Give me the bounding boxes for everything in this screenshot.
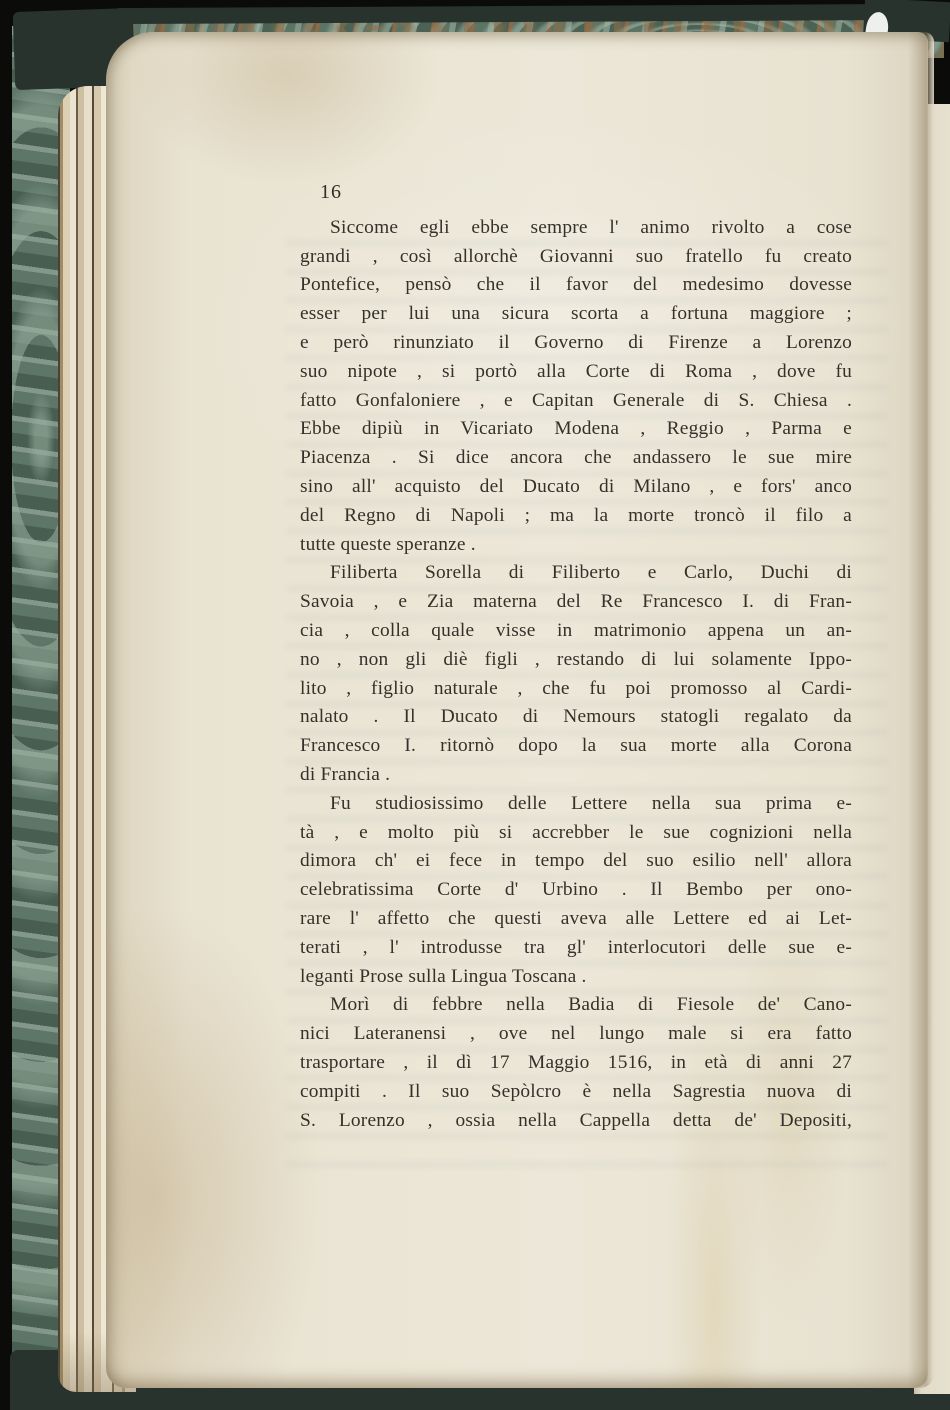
text-line: Francesco I. ritornò dopo la sua morte alla Corona xyxy=(300,735,852,757)
paragraph xyxy=(300,214,852,560)
text-line: trasportare , il dì 17 Maggio 1516, in età di anni 27 xyxy=(300,1051,852,1073)
text-line: Piacenza . Si dice ancora che andassero le sue mire xyxy=(300,447,852,469)
text-line: grandi , così allorchè Giovanni suo fratello fu creato xyxy=(300,245,852,267)
text-line: no , non gli diè figli , restando di lui solamente Ippo- xyxy=(300,648,852,670)
gutter-fold-shadow xyxy=(908,32,934,1388)
text-line: del Regno di Napoli ; ma la morte troncò il filo a xyxy=(300,504,852,526)
text-line: Savoia , e Zia materna del Re Francesco I. di Fran- xyxy=(300,591,852,613)
text-line: S. Lorenzo , ossia nella Cappella detta de' Depositi, xyxy=(300,1109,852,1131)
text-line: nalato . Il Ducato di Nemours statogli regalato da xyxy=(300,706,852,728)
text-line: cia , colla quale visse in matrimonio appena un an- xyxy=(300,619,852,641)
text-line: tà , e molto più si accrebber le sue cognizioni nella xyxy=(300,821,852,843)
text-line: esser per lui una sicura scorta a fortuna maggiore ; xyxy=(300,303,852,325)
text-line: dimora ch' ei fece in tempo del suo esilio nell' allora xyxy=(300,850,852,872)
text-line: Morì di febbre nella Badia di Fiesole de' Cano- xyxy=(330,994,852,1016)
text-line: fatto Gonfaloniere , e Capitan Generale di S. Chiesa . xyxy=(300,389,852,411)
paragraph xyxy=(300,790,852,992)
page-number: 16 xyxy=(320,181,342,203)
paragraph xyxy=(300,559,852,789)
text-line: leganti Prose sulla Lingua Toscana . xyxy=(300,965,587,987)
text-line: Fu studiosissimo delle Lettere nella sua prima e- xyxy=(330,792,852,814)
text-line: lito , figlio naturale , che fu poi promosso al Cardi- xyxy=(300,677,852,699)
text-line: sino all' acquisto del Ducato di Milano , e fors' anco xyxy=(300,475,852,497)
paragraph xyxy=(300,991,852,1135)
text-line: tutte queste speranze . xyxy=(300,533,476,555)
text-block xyxy=(300,178,852,1135)
text-line: rare l' affetto che questi aveva alle Lettere ed ai Let- xyxy=(300,907,852,929)
text-line: nici Lateranensi , ove nel lungo male si era fatto xyxy=(300,1023,852,1045)
text-line: suo nipote , si portò alla Corte di Roma , dove fu xyxy=(300,360,852,382)
text-line: Siccome egli ebbe sempre l' animo rivolto a cose xyxy=(330,216,852,238)
text-line: e però rinunziato il Governo di Firenze a Lorenzo xyxy=(300,331,852,353)
paragraphs-container xyxy=(300,214,852,1136)
text-line: Filiberta Sorella di Filiberto e Carlo, Duchi di xyxy=(330,562,852,584)
text-line: Ebbe dipiù in Vicariato Modena , Reggio , Parma e xyxy=(300,418,852,440)
text-line: terati , l' introdusse tra gl' interlocutori delle sue e- xyxy=(300,936,852,958)
text-line: Pontefice, pensò che il favor del medesimo dovesse xyxy=(300,274,852,296)
text-line: di Francia . xyxy=(300,763,391,785)
text-line: compiti . Il suo Sepòlcro è nella Sagrestia nuova di xyxy=(300,1080,852,1102)
text-line: celebratissima Corte d' Urbino . Il Bembo per ono- xyxy=(300,879,852,901)
